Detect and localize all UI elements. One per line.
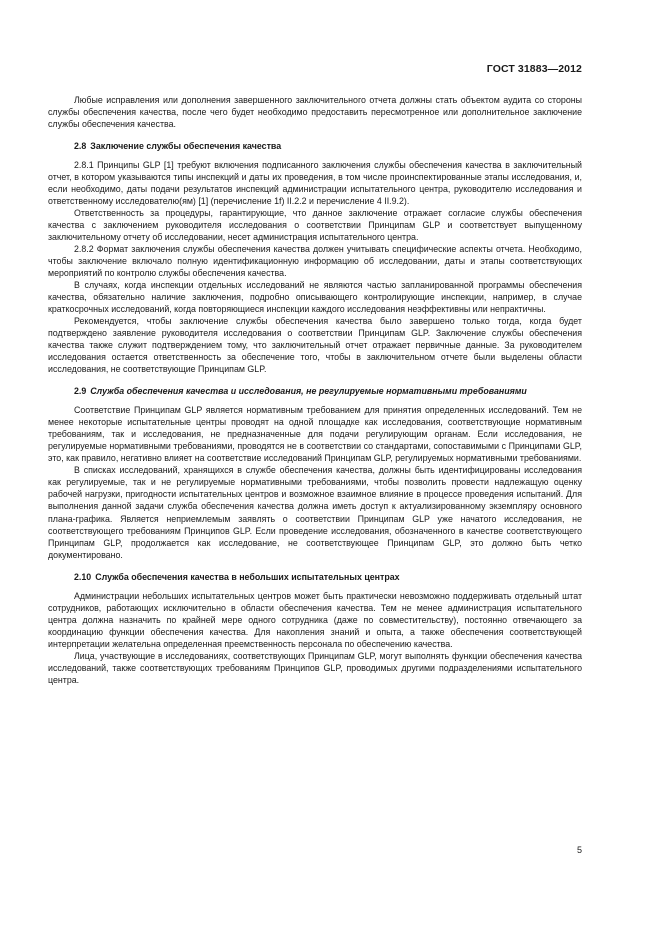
section-title: Заключение службы обеспечения качества (90, 141, 282, 152)
paragraph: 2.8.2 Формат заключения службы обеспечения качества должен учитывать специфические аспекты отчета. Необходимо, чтобы заключение включало полную идентификационную информацию об исследовании, даты и этапы соответствующих мероприятий по контролю службы обеспечения качества. (48, 244, 582, 279)
page-number: 5 (576, 845, 582, 855)
paragraph: Рекомендуется, чтобы заключение службы обеспечения качества было завершено только тогда, когда будет подтверждено заявление руководителя исследования о соответствии Принципам GLP. Заключение службы обеспечения качества также служит подтверждением тому, что заключительный отчет отражает первичные данные. За руководителем исследования остается ответственность за обеспечение того, чтобы в заключительном отчете были выделены области исследования, не соответствующие Принципам GLP. (48, 316, 582, 375)
document-body (48, 94, 582, 686)
section-number: 2.8 (74, 141, 87, 152)
paragraph: Любые исправления или дополнения завершенного заключительного отчета должны стать объектом аудита со стороны службы обеспечения качества, после чего будет необходимо предоставить пересмотренное или дополнительное заключение службы обеспечения качества. (48, 95, 582, 130)
standard-header: ГОСТ 31883—2012 (486, 63, 582, 75)
section-heading (74, 571, 582, 583)
paragraph: В случаях, когда инспекции отдельных исследований не являются частью запланированной программы обеспечения качества, обязательно наличие заключения, подробно описывающего контролирующие инспекции, например, в случае краткосрочных исследований, когда повторяющиеся инспекции каждого исследования неэффективны или непрактичны. (48, 280, 582, 315)
section-title: Служба обеспечения качества и исследования, не регулируемые нормативными требованиями (90, 386, 527, 397)
paragraph: Ответственность за процедуры, гарантирующие, что данное заключение отражает согласие службы обеспечения качества с заключением руководителя исследования о соответствии Принципам GLP и соответствует выпущенному заключительному отчету об исследовании, несет администрация испытательного центра. (48, 208, 582, 243)
section-number: 2.10 (74, 571, 92, 582)
section-number: 2.9 (74, 386, 87, 397)
paragraph: Администрации небольших испытательных центров может быть практически невозможно поддерживать отдельный штат сотрудников, работающих исключительно в области обеспечения качества. Тем не менее администрация испытательного центра должна назначить по крайней мере одного сотрудника (даже по совместительству), постоянно отвечающего за координацию функции обеспечения качества. Для накопления знаний и опыта, а также обеспечения соответствующей интерпретации желательна определенная преемственность персонала по обеспечению качества. (48, 590, 582, 649)
paragraph: Лица, участвующие в исследованиях, соответствующих Принципам GLP, могут выполнять функции обеспечения качества исследований, также соответствующих требованиям Принципов GLP, проводимых другими подразделениями испытательного центра. (48, 650, 582, 685)
section-heading (74, 140, 582, 152)
section-title: Служба обеспечения качества в небольших испытательных центрах (95, 571, 400, 582)
section-heading (74, 385, 582, 397)
paragraph: 2.8.1 Принципы GLP [1] требуют включения подписанного заключения службы обеспечения качества в заключительный отчет, в котором указываются типы инспекций и даты их проведения, в том числе проинспектированные этапы исследования, и, если необходимо, даты подачи результатов инспекций администрации испытательного центра, руководителю исследования и ответственному исследователю(ям) [1] (перечисление 1f) II.2.2 и перечисление 4 II.9.2). (48, 160, 582, 207)
paragraph: В списках исследований, хранящихся в службе обеспечения качества, должны быть идентифицированы исследования как регулируемые, так и не регулируемые нормативными требованиями, чтобы позволить провести надлежащую оценку рабочей нагрузки, пригодности испытательных центров и возможное взаимное влияние в процессе проведения испытаний. Для выполнения данной задачи служба обеспечения качества должна иметь доступ к актуализированному экземпляру основного плана-графика. Является неприемлемым заявлять о соответствии Принципам GLP уже начатого исследования, не соответствующего требованиям Принципов GLP. Если проведение исследования, обозначенного в качестве соответствующего Принципам GLP, продолжается как исследование, не соответствующее Принципам GLP, это должно быть четко документировано. (48, 465, 582, 560)
paragraph: Соответствие Принципам GLP является нормативным требованием для принятия определенных исследований. Тем не менее некоторые испытательные центры проводят на одной площадке как исследования, соответствующие нормативным требованиям, так и исследования, не предназначенные для подачи регулирующим органам. Если исследования, не регулируемые нормативными требованиями, проводятся не в соответствии со стандартами, сопоставимыми с Принципами GLP, это, как правило, негативно влияет на соответствие исследований Принципам GLP, регулируемых нормативными требованиями. (48, 405, 582, 464)
